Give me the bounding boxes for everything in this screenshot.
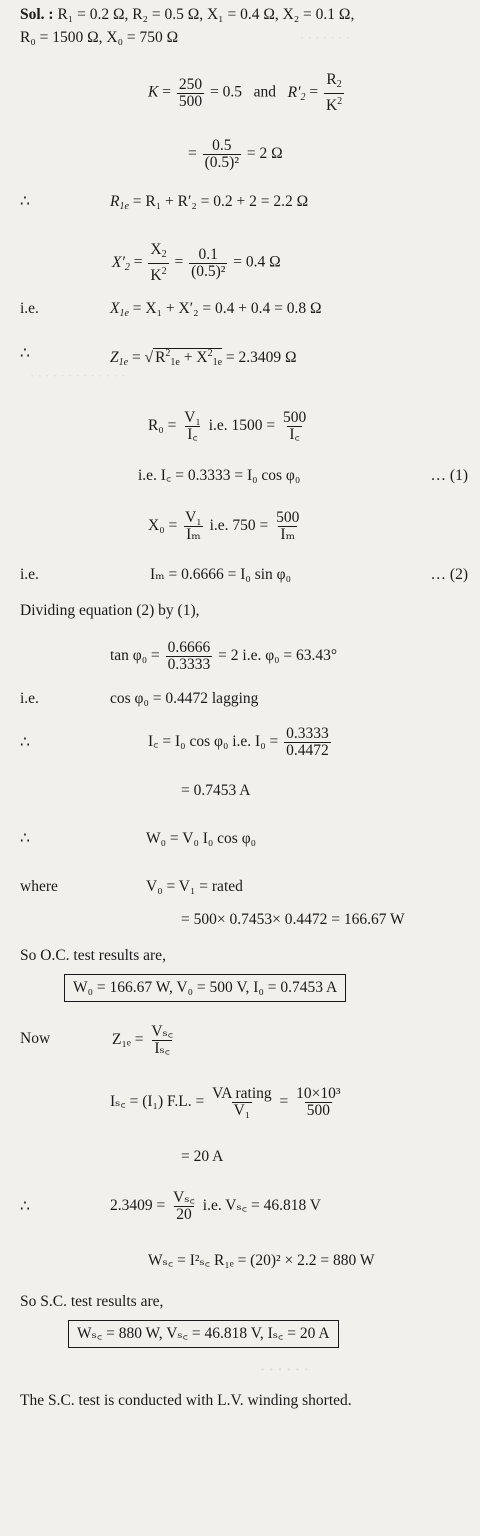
therefore-1: ∴ [20,193,30,210]
isc-den: V₁ [233,1102,251,1119]
sc-intro: So S.C. test results are, [20,1293,164,1310]
tan-lhs: tan φ₀ = [110,647,160,665]
isc-value: = 20 A [181,1148,224,1165]
isc-num: VA rating [212,1085,272,1102]
r0-num: V₁ [184,409,201,426]
x2p-num: 0.1 [198,245,218,263]
cos-equation: cos φ₀ = 0.4472 lagging [110,690,259,707]
wsc-equation: Wₛ꜀ = I²ₛ꜀ R₁ₑ = (20)² × 2.2 = 880 W [148,1252,375,1269]
x0-den: Iₘ [186,526,201,543]
sol-label: Sol. : [20,6,54,23]
where-word: where [20,878,58,895]
r2p-val: = 2 Ω [246,145,283,163]
x0-mid: i.e. 750 = [209,517,269,535]
vsc-equation [110,1190,321,1223]
k-den: 500 [178,92,203,110]
sc-results-box: Wₛ꜀ = 880 W, Vₛ꜀ = 46.818 V, Iₛ꜀ = 20 A [68,1320,339,1348]
x0-den2: Iₘ [280,526,296,543]
isc-lhs: Iₛ꜀ = (I₁) F.L. = [110,1093,205,1111]
ic2-den: 0.4472 [286,742,329,759]
eq2-label: … (2) [430,566,468,583]
vsc-lhs: 2.3409 = [110,1197,166,1215]
z1e2-num: Vₛ꜀ [151,1023,174,1040]
therefore-5: ∴ [20,1198,30,1215]
z1e-sc-equation [112,1024,177,1057]
r0-lhs: R₀ = [148,417,177,435]
isc-num2: 10×10³ [296,1085,341,1102]
tan-rhs: = 2 i.e. φ₀ = 63.43° [218,647,338,665]
ic2-num: 0.3333 [286,725,329,742]
bleed-through: · · · · · · · [300,30,350,45]
im-equation: Iₘ = 0.6666 = I₀ sin φ₀ [150,566,292,583]
w0-equation: W₀ = V₀ I₀ cos φ₀ [146,830,257,847]
v0-equation: V₀ = V₁ = rated [146,878,243,895]
tan-den: 0.3333 [167,656,211,673]
eq1-label: … (1) [430,467,468,484]
now-word: Now [20,1030,51,1047]
r0-mid: i.e. 1500 = [208,417,276,435]
i0-equation [148,726,333,759]
r2p-den: (0.5)² [204,154,239,171]
x1e-expr: = X₁ + X′₂ = 0.4 + 0.4 = 0.8 Ω [132,300,322,317]
i0-value: = 0.7453 A [181,782,251,799]
dividing-text: Dividing equation (2) by (1), [20,602,200,619]
final-sentence: The S.C. test is conducted with L.V. winding shorted. [20,1392,352,1409]
r0-den2: I꜀ [289,426,300,443]
isc-equation [110,1086,345,1119]
vsc-num: Vₛ꜀ [173,1189,195,1206]
r0-den: I꜀ [187,426,198,443]
given-line-1 [20,6,354,24]
z1e-val: = 2.3409 Ω [225,349,297,366]
r0-equation [148,410,310,443]
k-num: 250 [178,75,203,93]
w0-calc: = 500× 0.7453× 0.4472 = 166.67 W [181,911,405,928]
ie-2: i.e. [20,566,39,583]
x0-lhs: X₀ = [148,517,178,535]
x2p-equation: $X'_2$ = $\frac{X_2}{K^2}$ = $\frac{0.1}{\text{(0.5)²}}$ = 0.4 Ω [112,241,281,284]
oc-results-box: W₀ = 166.67 W, V₀ = 500 V, I₀ = 0.7453 A [64,974,346,1002]
given-values: R₁ = 0.2 Ω, R₂ = 0.5 Ω, X₁ = 0.4 Ω, X₂ = 0.1 Ω, [57,6,355,23]
z1e2-den: Iₛ꜀ [154,1040,171,1057]
x1e-equation: $X_{1e} = X_1 + X'_2 = 0.4 + 0.4 = 0.8$ Ω [110,300,322,319]
k-equation: K = $\frac{250}{500}$ = 0.5 and $R'_2$ = $\frac{R_2}{K^2}$ [148,71,343,114]
r1e-equation: $R_{1e} = R_1 + R'_2 = 0.2 + 2 = 2.2$ Ω [110,193,309,212]
r1e-expr: = R₁ + R′₂ = 0.2 + 2 = 2.2 Ω [132,193,309,210]
ie-1: i.e. [20,300,39,317]
r2p-value: = $\frac{0.5}{\text{(0.5)²}}$ = 2 Ω [188,137,283,171]
therefore-2: ∴ [20,345,30,362]
x0-num2: 500 [276,509,300,526]
ic-equation: i.e. I꜀ = 0.3333 = I₀ cos φ₀ [138,467,301,484]
k-val: = 0.5 [209,83,242,101]
vsc-rhs: i.e. Vₛ꜀ = 46.818 V [202,1197,321,1215]
r2p-num: 0.5 [212,137,232,154]
given-line-2: R₀ = 1500 Ω, X₀ = 750 Ω [20,29,179,46]
z1e-equation: $Z_{1e}$ = √ $R^2_{1e} + X^2_{1e} = 2.3409$ Ω [110,348,297,368]
r0-num2: 500 [283,409,307,426]
isc-den2: 500 [306,1102,330,1119]
x2p-den: (0.5)² [191,262,226,280]
oc-intro: So O.C. test results are, [20,947,166,964]
therefore-4: ∴ [20,830,30,847]
z1e2-lhs: Z₁ₑ = [112,1031,144,1049]
therefore-3: ∴ [20,734,30,751]
bleed-through-2: · · · · · · · · · · · · · [30,368,126,383]
bleed-heading: · · · · · · [260,1362,309,1378]
x0-num: V₁ [185,509,202,526]
ie-3: i.e. [20,690,39,707]
and-word: and [253,83,276,101]
tan-num: 0.6666 [167,639,211,656]
tan-equation [110,640,337,673]
x0-equation [148,510,303,543]
isc-eq: = [279,1093,289,1111]
x2p-val: = 0.4 Ω [233,253,281,271]
vsc-den: 20 [176,1206,192,1223]
ic2-expr: I꜀ = I₀ cos φ₀ i.e. I₀ = [148,733,279,751]
